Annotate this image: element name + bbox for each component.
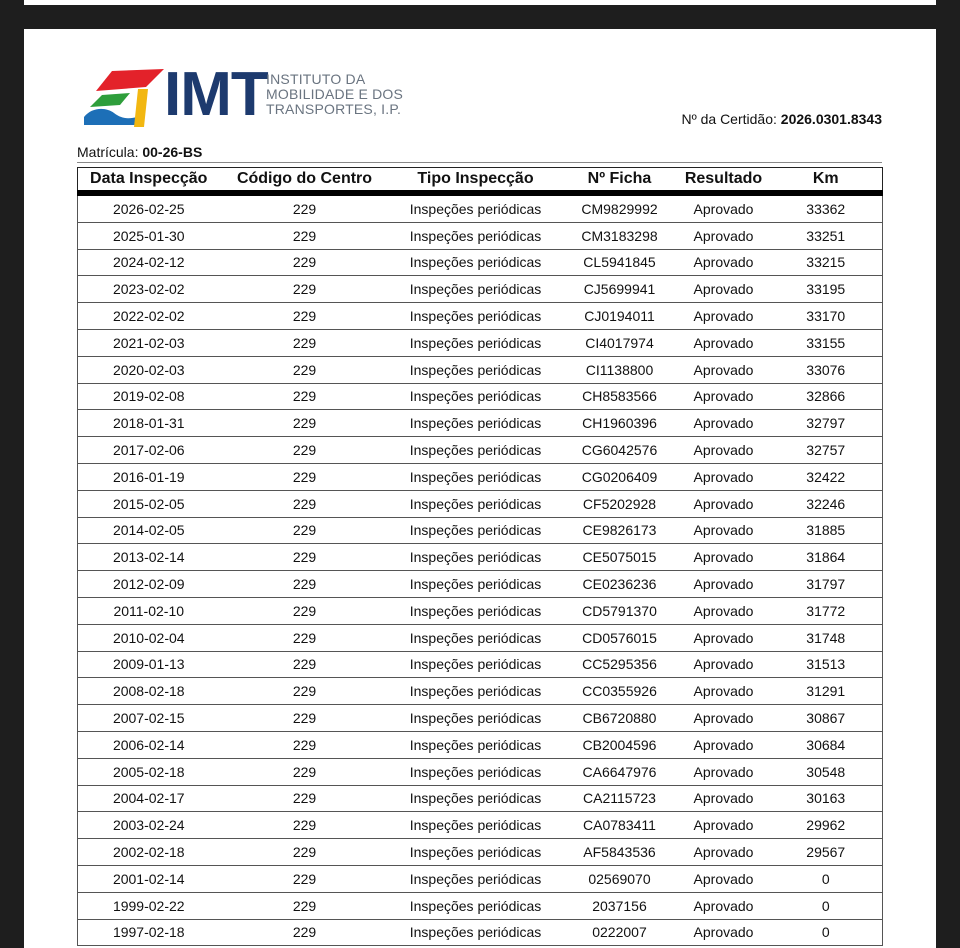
cell-km: 32422 xyxy=(770,463,883,490)
cell-inspection-type: Inspeções periódicas xyxy=(390,303,562,330)
cell-result: Aprovado xyxy=(678,437,770,464)
cell-form-number: CI4017974 xyxy=(562,329,678,356)
cell-date: 1999-02-22 xyxy=(78,892,220,919)
table-row xyxy=(78,329,883,356)
cell-date: 2017-02-06 xyxy=(78,437,220,464)
cell-date: 2014-02-05 xyxy=(78,517,220,544)
cell-result: Aprovado xyxy=(678,892,770,919)
cell-date: 2024-02-12 xyxy=(78,249,220,276)
column-header-result: Resultado xyxy=(678,168,770,194)
inspection-table xyxy=(77,167,883,946)
cell-center-code: 229 xyxy=(220,785,390,812)
cell-inspection-type: Inspeções periódicas xyxy=(390,437,562,464)
table-row xyxy=(78,865,883,892)
institute-name-line-2: MOBILIDADE E DOS xyxy=(266,86,404,102)
cell-center-code: 229 xyxy=(220,678,390,705)
cell-date: 2002-02-18 xyxy=(78,839,220,866)
cell-center-code: 229 xyxy=(220,490,390,517)
table-row xyxy=(78,731,883,758)
cell-center-code: 229 xyxy=(220,571,390,598)
cell-form-number: CE5075015 xyxy=(562,544,678,571)
cell-date: 2008-02-18 xyxy=(78,678,220,705)
cell-inspection-type: Inspeções periódicas xyxy=(390,356,562,383)
imt-logo xyxy=(82,60,404,129)
cell-date: 1997-02-18 xyxy=(78,919,220,946)
table-row xyxy=(78,758,883,785)
cell-center-code: 229 xyxy=(220,303,390,330)
cell-km: 31513 xyxy=(770,651,883,678)
cell-form-number: CE9826173 xyxy=(562,517,678,544)
cell-km: 31291 xyxy=(770,678,883,705)
imt-logo-word: IMT xyxy=(164,60,268,129)
cell-center-code: 229 xyxy=(220,839,390,866)
cell-form-number: CG6042576 xyxy=(562,437,678,464)
cell-result: Aprovado xyxy=(678,383,770,410)
cell-inspection-type: Inspeções periódicas xyxy=(390,651,562,678)
cell-result: Aprovado xyxy=(678,597,770,624)
table-row xyxy=(78,410,883,437)
cell-center-code: 229 xyxy=(220,222,390,249)
cell-result: Aprovado xyxy=(678,705,770,732)
cell-form-number: CJ5699941 xyxy=(562,276,678,303)
table-row xyxy=(78,383,883,410)
cell-inspection-type: Inspeções periódicas xyxy=(390,383,562,410)
cell-form-number: CA0783411 xyxy=(562,812,678,839)
cell-center-code: 229 xyxy=(220,437,390,464)
cell-km: 33170 xyxy=(770,303,883,330)
cell-form-number: AF5843536 xyxy=(562,839,678,866)
column-header-inspection-type: Tipo Inspecção xyxy=(390,168,562,194)
table-row xyxy=(78,651,883,678)
cell-center-code: 229 xyxy=(220,193,390,222)
cell-form-number: CB6720880 xyxy=(562,705,678,732)
institute-name-line-3: TRANSPORTES, I.P. xyxy=(266,101,402,117)
cell-km: 32246 xyxy=(770,490,883,517)
cell-form-number: CJ0194011 xyxy=(562,303,678,330)
cell-form-number: CA2115723 xyxy=(562,785,678,812)
cell-form-number: CA6647976 xyxy=(562,758,678,785)
table-row xyxy=(78,839,883,866)
cell-inspection-type: Inspeções periódicas xyxy=(390,705,562,732)
inspection-rows xyxy=(78,193,883,946)
column-header-center-code: Código do Centro xyxy=(220,168,390,194)
cell-center-code: 229 xyxy=(220,276,390,303)
cell-date: 2001-02-14 xyxy=(78,865,220,892)
cell-date: 2010-02-04 xyxy=(78,624,220,651)
cell-center-code: 229 xyxy=(220,731,390,758)
cell-date: 2023-02-02 xyxy=(78,276,220,303)
cell-date: 2016-01-19 xyxy=(78,463,220,490)
cell-inspection-type: Inspeções periódicas xyxy=(390,463,562,490)
cell-inspection-type: Inspeções periódicas xyxy=(390,785,562,812)
cell-inspection-type: Inspeções periódicas xyxy=(390,865,562,892)
cell-result: Aprovado xyxy=(678,731,770,758)
cell-date: 2011-02-10 xyxy=(78,597,220,624)
cell-result: Aprovado xyxy=(678,517,770,544)
cell-km: 33195 xyxy=(770,276,883,303)
cell-result: Aprovado xyxy=(678,329,770,356)
cell-center-code: 229 xyxy=(220,812,390,839)
imt-logo-mark-icon xyxy=(82,67,166,129)
cell-km: 32757 xyxy=(770,437,883,464)
cell-form-number: 02569070 xyxy=(562,865,678,892)
cell-result: Aprovado xyxy=(678,222,770,249)
cell-result: Aprovado xyxy=(678,651,770,678)
table-row xyxy=(78,356,883,383)
cell-form-number: CH8583566 xyxy=(562,383,678,410)
table-row xyxy=(78,705,883,732)
cell-km: 30163 xyxy=(770,785,883,812)
cell-result: Aprovado xyxy=(678,919,770,946)
cell-form-number: CM3183298 xyxy=(562,222,678,249)
cell-result: Aprovado xyxy=(678,571,770,598)
cell-inspection-type: Inspeções periódicas xyxy=(390,839,562,866)
cell-result: Aprovado xyxy=(678,193,770,222)
cell-date: 2019-02-08 xyxy=(78,383,220,410)
cell-form-number: CG0206409 xyxy=(562,463,678,490)
cell-center-code: 229 xyxy=(220,705,390,732)
cell-result: Aprovado xyxy=(678,624,770,651)
certificate-page xyxy=(24,29,936,948)
cell-form-number: CD5791370 xyxy=(562,597,678,624)
divider xyxy=(77,162,882,163)
cell-date: 2003-02-24 xyxy=(78,812,220,839)
table-row xyxy=(78,812,883,839)
table-row xyxy=(78,303,883,330)
cell-form-number: 0222007 xyxy=(562,919,678,946)
cell-inspection-type: Inspeções periódicas xyxy=(390,571,562,598)
cell-date: 2015-02-05 xyxy=(78,490,220,517)
cell-result: Aprovado xyxy=(678,812,770,839)
plate-value: 00-26-BS xyxy=(142,144,203,160)
cell-result: Aprovado xyxy=(678,544,770,571)
cell-form-number: CF5202928 xyxy=(562,490,678,517)
cell-inspection-type: Inspeções periódicas xyxy=(390,812,562,839)
cell-km: 31748 xyxy=(770,624,883,651)
cell-center-code: 229 xyxy=(220,383,390,410)
previous-page-edge xyxy=(24,0,936,5)
cell-result: Aprovado xyxy=(678,249,770,276)
cell-center-code: 229 xyxy=(220,410,390,437)
cell-center-code: 229 xyxy=(220,892,390,919)
table-row xyxy=(78,276,883,303)
cell-km: 31797 xyxy=(770,571,883,598)
cell-center-code: 229 xyxy=(220,597,390,624)
table-row xyxy=(78,544,883,571)
table-row xyxy=(78,785,883,812)
cell-inspection-type: Inspeções periódicas xyxy=(390,919,562,946)
cell-inspection-type: Inspeções periódicas xyxy=(390,624,562,651)
cell-inspection-type: Inspeções periódicas xyxy=(390,892,562,919)
cell-center-code: 229 xyxy=(220,544,390,571)
cell-date: 2013-02-14 xyxy=(78,544,220,571)
cell-center-code: 229 xyxy=(220,624,390,651)
cell-center-code: 229 xyxy=(220,758,390,785)
cell-km: 33076 xyxy=(770,356,883,383)
cell-form-number: CC0355926 xyxy=(562,678,678,705)
cell-form-number: CL5941845 xyxy=(562,249,678,276)
cell-date: 2025-01-30 xyxy=(78,222,220,249)
cell-inspection-type: Inspeções periódicas xyxy=(390,276,562,303)
institute-name xyxy=(266,72,403,117)
cell-center-code: 229 xyxy=(220,329,390,356)
cell-km: 0 xyxy=(770,865,883,892)
cell-inspection-type: Inspeções periódicas xyxy=(390,249,562,276)
cell-km: 32797 xyxy=(770,410,883,437)
cell-km: 31885 xyxy=(770,517,883,544)
cell-inspection-type: Inspeções periódicas xyxy=(390,544,562,571)
column-header-form-number: Nº Ficha xyxy=(562,168,678,194)
table-row xyxy=(78,463,883,490)
cell-result: Aprovado xyxy=(678,410,770,437)
cell-inspection-type: Inspeções periódicas xyxy=(390,597,562,624)
cell-inspection-type: Inspeções periódicas xyxy=(390,731,562,758)
cell-center-code: 229 xyxy=(220,249,390,276)
table-row xyxy=(78,249,883,276)
table-row xyxy=(78,517,883,544)
cell-center-code: 229 xyxy=(220,919,390,946)
cell-form-number: CD0576015 xyxy=(562,624,678,651)
cell-result: Aprovado xyxy=(678,758,770,785)
cell-inspection-type: Inspeções periódicas xyxy=(390,517,562,544)
cell-km: 33155 xyxy=(770,329,883,356)
cell-result: Aprovado xyxy=(678,678,770,705)
table-row xyxy=(78,892,883,919)
cell-result: Aprovado xyxy=(678,463,770,490)
cell-inspection-type: Inspeções periódicas xyxy=(390,678,562,705)
cell-form-number: CI1138800 xyxy=(562,356,678,383)
table-row xyxy=(78,193,883,222)
table-row xyxy=(78,437,883,464)
cell-date: 2006-02-14 xyxy=(78,731,220,758)
cell-center-code: 229 xyxy=(220,865,390,892)
cell-km: 31772 xyxy=(770,597,883,624)
cell-result: Aprovado xyxy=(678,865,770,892)
cell-km: 31864 xyxy=(770,544,883,571)
cell-km: 29962 xyxy=(770,812,883,839)
cell-result: Aprovado xyxy=(678,785,770,812)
cell-km: 0 xyxy=(770,919,883,946)
cell-date: 2009-01-13 xyxy=(78,651,220,678)
cell-km: 29567 xyxy=(770,839,883,866)
cell-result: Aprovado xyxy=(678,303,770,330)
cell-center-code: 229 xyxy=(220,651,390,678)
cell-inspection-type: Inspeções periódicas xyxy=(390,490,562,517)
table-row xyxy=(78,919,883,946)
cell-inspection-type: Inspeções periódicas xyxy=(390,410,562,437)
cell-form-number: CE0236236 xyxy=(562,571,678,598)
table-row xyxy=(78,571,883,598)
cell-date: 2005-02-18 xyxy=(78,758,220,785)
cell-form-number: CB2004596 xyxy=(562,731,678,758)
cell-form-number: CH1960396 xyxy=(562,410,678,437)
institute-name-line-1: INSTITUTO DA xyxy=(266,71,366,87)
column-header-km: Km xyxy=(770,168,883,194)
cell-km: 33362 xyxy=(770,193,883,222)
cell-date: 2020-02-03 xyxy=(78,356,220,383)
table-row xyxy=(78,222,883,249)
cell-date: 2007-02-15 xyxy=(78,705,220,732)
cell-km: 0 xyxy=(770,892,883,919)
table-header-row xyxy=(78,168,883,194)
cell-km: 33251 xyxy=(770,222,883,249)
plate-number xyxy=(77,144,202,160)
plate-label: Matrícula: xyxy=(77,144,139,160)
cell-center-code: 229 xyxy=(220,356,390,383)
table-row xyxy=(78,678,883,705)
cell-result: Aprovado xyxy=(678,839,770,866)
cell-form-number: CM9829992 xyxy=(562,193,678,222)
cell-date: 2022-02-02 xyxy=(78,303,220,330)
cell-center-code: 229 xyxy=(220,463,390,490)
certificate-number xyxy=(682,111,883,127)
certificate-label: Nº da Certidão: xyxy=(681,111,777,127)
cell-date: 2018-01-31 xyxy=(78,410,220,437)
cell-date: 2012-02-09 xyxy=(78,571,220,598)
cell-km: 30867 xyxy=(770,705,883,732)
cell-inspection-type: Inspeções periódicas xyxy=(390,329,562,356)
cell-km: 30548 xyxy=(770,758,883,785)
cell-result: Aprovado xyxy=(678,356,770,383)
cell-date: 2021-02-03 xyxy=(78,329,220,356)
cell-form-number: 2037156 xyxy=(562,892,678,919)
cell-inspection-type: Inspeções periódicas xyxy=(390,222,562,249)
cell-date: 2004-02-17 xyxy=(78,785,220,812)
cell-km: 32866 xyxy=(770,383,883,410)
table-row xyxy=(78,597,883,624)
cell-km: 33215 xyxy=(770,249,883,276)
cell-inspection-type: Inspeções periódicas xyxy=(390,193,562,222)
cell-date: 2026-02-25 xyxy=(78,193,220,222)
table-row xyxy=(78,624,883,651)
cell-result: Aprovado xyxy=(678,276,770,303)
cell-center-code: 229 xyxy=(220,517,390,544)
table-row xyxy=(78,490,883,517)
cell-result: Aprovado xyxy=(678,490,770,517)
column-header-date: Data Inspecção xyxy=(78,168,220,194)
cell-km: 30684 xyxy=(770,731,883,758)
cell-form-number: CC5295356 xyxy=(562,651,678,678)
cell-inspection-type: Inspeções periódicas xyxy=(390,758,562,785)
certificate-value: 2026.0301.8343 xyxy=(780,111,882,127)
